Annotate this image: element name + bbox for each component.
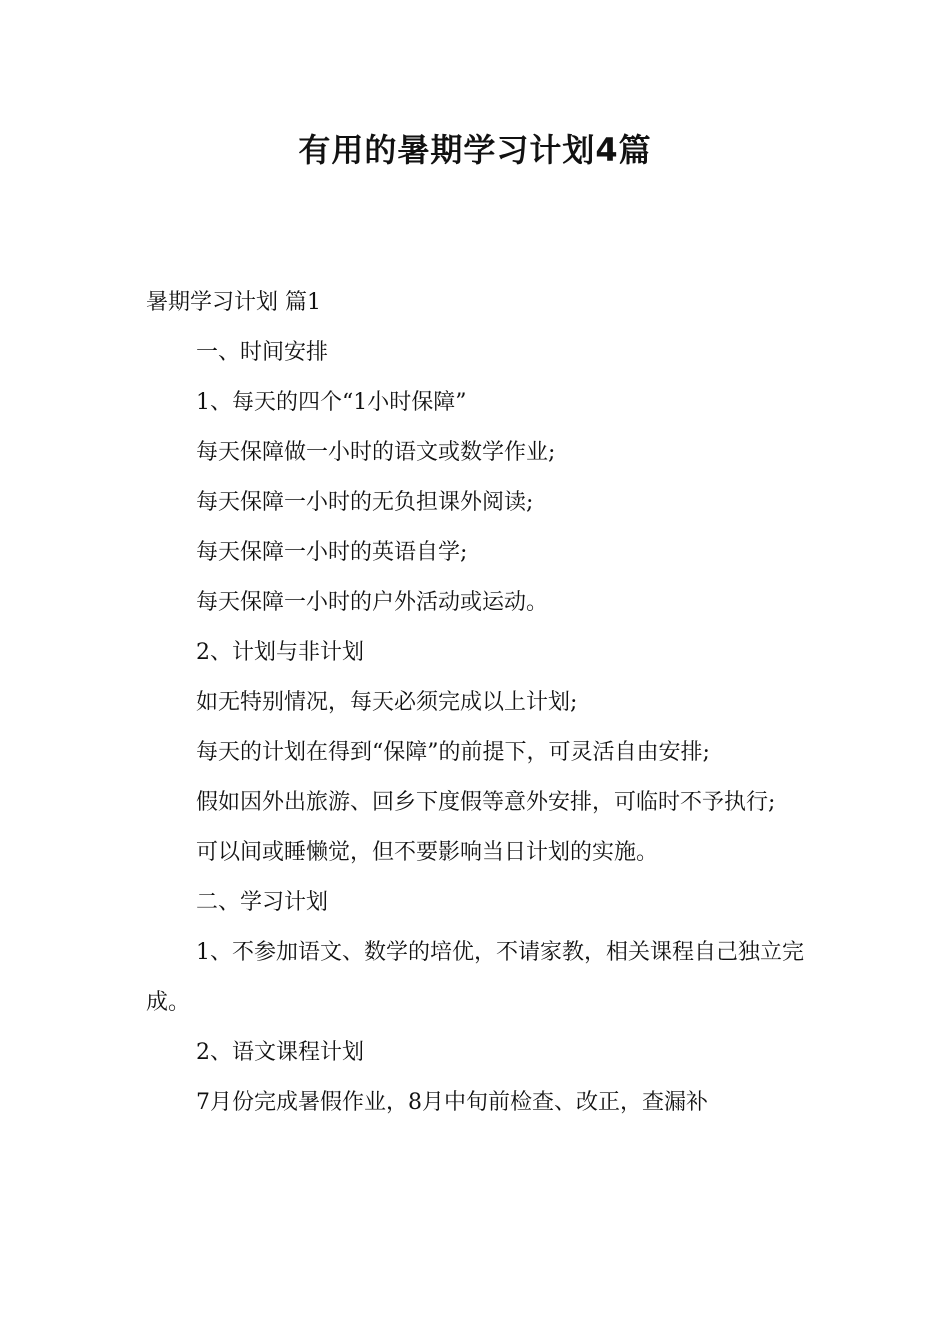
paragraph-plan-nonplan: 2、计划与非计划: [196, 640, 364, 665]
paragraph-study-plan: 二、学习计划: [196, 890, 329, 915]
paragraph-sleep-in: 可以间或睡懒觉，但不要影响当日计划的实施。: [196, 840, 659, 865]
paragraph-no-tutoring: 1、不参加语文、数学的培优，不请家教，相关课程自己独立完成。: [146, 940, 804, 1015]
paragraph-travel-exception: 假如因外出旅游、回乡下度假等意外安排，可临时不予执行;: [196, 790, 776, 815]
paragraph-time-arrangement: 一、时间安排: [196, 340, 329, 365]
paragraph-english-hour: 每天保障一小时的英语自学;: [196, 540, 468, 565]
paragraph-four-hours: 1、每天的四个“1小时保障”: [196, 390, 467, 415]
paragraph-outdoor-hour: 每天保障一小时的户外活动或运动。: [196, 590, 549, 615]
paragraph-homework-hour: 每天保障做一小时的语文或数学作业;: [196, 440, 556, 465]
document-title: 有用的暑期学习计划4篇: [298, 131, 652, 169]
paragraph-reading-hour: 每天保障一小时的无负担课外阅读;: [196, 490, 534, 515]
paragraph-chinese-plan: 2、语文课程计划: [196, 1040, 364, 1065]
section-heading: 暑期学习计划 篇1: [146, 290, 321, 315]
paragraph-must-complete: 如无特别情况，每天必须完成以上计划;: [196, 690, 578, 715]
document-body: [146, 278, 806, 1128]
paragraph-flexible: 每天的计划在得到“保障”的前提下，可灵活自由安排;: [196, 740, 710, 765]
paragraph-july-august: 7月份完成暑假作业，8月中旬前检查、改正，查漏补: [196, 1090, 708, 1115]
